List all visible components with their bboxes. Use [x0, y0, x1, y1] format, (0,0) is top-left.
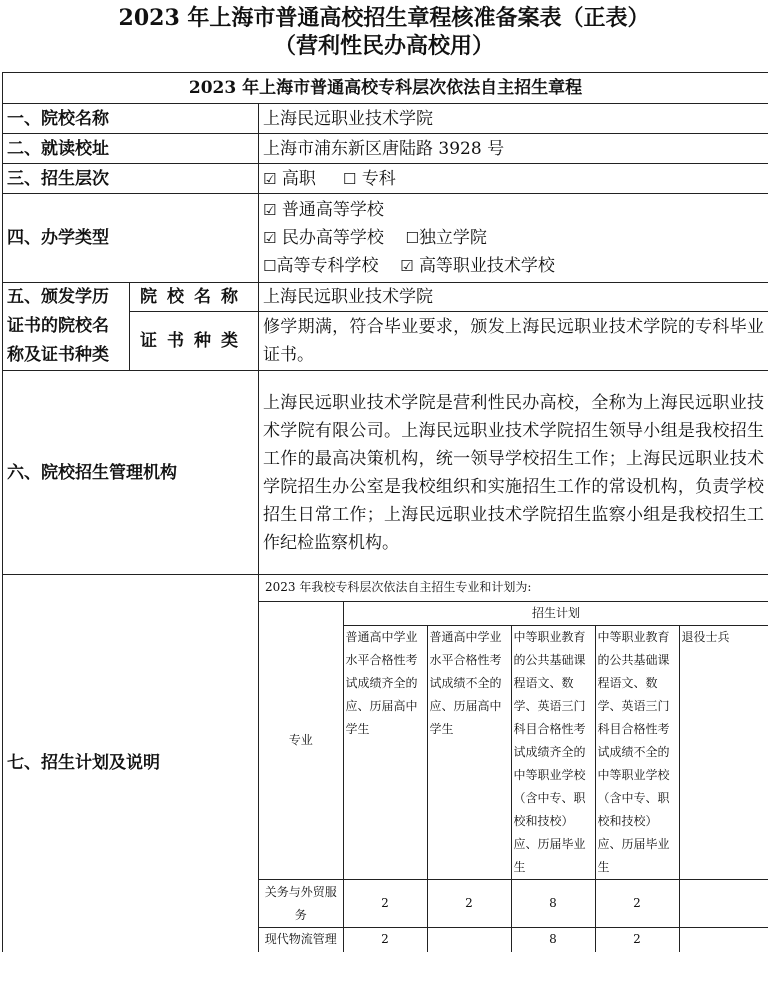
plan-table: [259, 601, 768, 952]
plan-value: 2: [427, 880, 511, 928]
table-row: [259, 880, 768, 928]
major-name: 现代物流管理: [259, 928, 343, 952]
management-value: 上海民远职业技术学院是营利性民办高校，全称为上海民远职业技术学院有限公司。上海民远职业技术学院招生领导小组是我校招生工作的最高决策机构，统一领导学校招生工作；上海民远职业技术学院招生办公室是我校组织和实施招生工作的常设机构，负责学校招生日常工作；上海民远职业技术学院招生监察小组是我校招生工作纪检监察机构。: [259, 371, 768, 575]
plan-value: 8: [511, 880, 595, 928]
major-name: 关务与外贸服务: [259, 880, 343, 928]
plan-cell: [259, 575, 768, 952]
certificate-school-value: 上海民远职业技术学院: [259, 283, 768, 312]
type-option-vocational-tech: 高等职业技术学校: [418, 256, 555, 276]
level-option-vocational: 高职: [281, 168, 316, 189]
plan-value: 8: [511, 928, 595, 952]
plan-value: 2: [343, 880, 427, 928]
plan-label: 七、招生计划及说明: [3, 575, 259, 952]
plan-value: [679, 880, 768, 928]
document-subtitle: （营利性民办高校用）: [273, 33, 494, 59]
column-header-4: 中等职业教育的公共基础课程语文、数学、英语三门科目合格性考试成绩不全的中等职业学校（含中专、职校和技校）应、历届毕业生: [595, 626, 679, 880]
plan-value: [679, 928, 768, 952]
management-label: 六、院校招生管理机构: [3, 371, 259, 575]
school-name-value: 上海民远职业技术学院: [259, 104, 768, 134]
checkbox-checked-icon: ☑: [263, 201, 277, 219]
certificate-school-label: 院校名称: [130, 283, 259, 312]
checkbox-unchecked-icon: ☐: [263, 257, 277, 275]
certificate-type-value: 修学期满，符合毕业要求，颁发上海民远职业技术学院的专科毕业证书。: [259, 312, 768, 371]
plan-value: 2: [343, 928, 427, 952]
address-label: 二、就读校址: [3, 134, 259, 164]
school-type-label: 四、办学类型: [3, 194, 259, 283]
level-options: [259, 164, 768, 194]
plan-group-header: 招生计划: [343, 602, 768, 626]
plan-value: 2: [595, 880, 679, 928]
document-title: 2023 年上海市普通高校招生章程核准备案表（正表）: [118, 5, 650, 31]
address-value: 上海市浦东新区唐陆路 3928 号: [259, 134, 768, 164]
checkbox-checked-icon: ☑: [263, 229, 277, 247]
column-header-3: 中等职业教育的公共基础课程语文、数学、英语三门科目合格性考试成绩齐全的中等职业学校（含中专、职校和技校）应、历届毕业生: [511, 626, 595, 880]
plan-value: [427, 928, 511, 952]
type-option-private: 民办高等学校: [281, 228, 384, 248]
type-option-junior-college: 高等专科学校: [276, 256, 379, 276]
plan-value: 2: [595, 928, 679, 952]
certificate-label: 五、颁发学历证书的院校名称及证书种类: [3, 283, 130, 371]
plan-intro: 2023 年我校专科层次依法自主招生专业和计划为:: [265, 580, 532, 594]
school-name-label: 一、院校名称: [3, 104, 259, 134]
column-header-5: 退役士兵: [679, 626, 768, 880]
checkbox-unchecked-icon: ☐: [405, 229, 419, 247]
level-option-college: 专科: [361, 168, 396, 189]
school-type-options: [259, 194, 768, 283]
certificate-type-label: 证书种类: [130, 312, 259, 371]
column-header-1: 普通高中学业水平合格性考试成绩齐全的应、历届高中学生: [343, 626, 427, 880]
checkbox-unchecked-icon: ☐: [342, 169, 357, 188]
type-option-regular: 普通高等学校: [281, 200, 384, 220]
checkbox-checked-icon: ☑: [263, 169, 277, 188]
checkbox-checked-icon: ☑: [400, 257, 414, 275]
table-row: [259, 928, 768, 952]
filing-form-table: [2, 72, 768, 952]
major-header: 专业: [259, 602, 343, 880]
column-header-2: 普通高中学业水平合格性考试成绩不全的应、历届高中学生: [427, 626, 511, 880]
level-label: 三、招生层次: [3, 164, 259, 194]
type-option-independent: 独立学院: [418, 228, 487, 248]
form-header: 2023 年上海市普通高校专科层次依法自主招生章程: [3, 73, 768, 104]
